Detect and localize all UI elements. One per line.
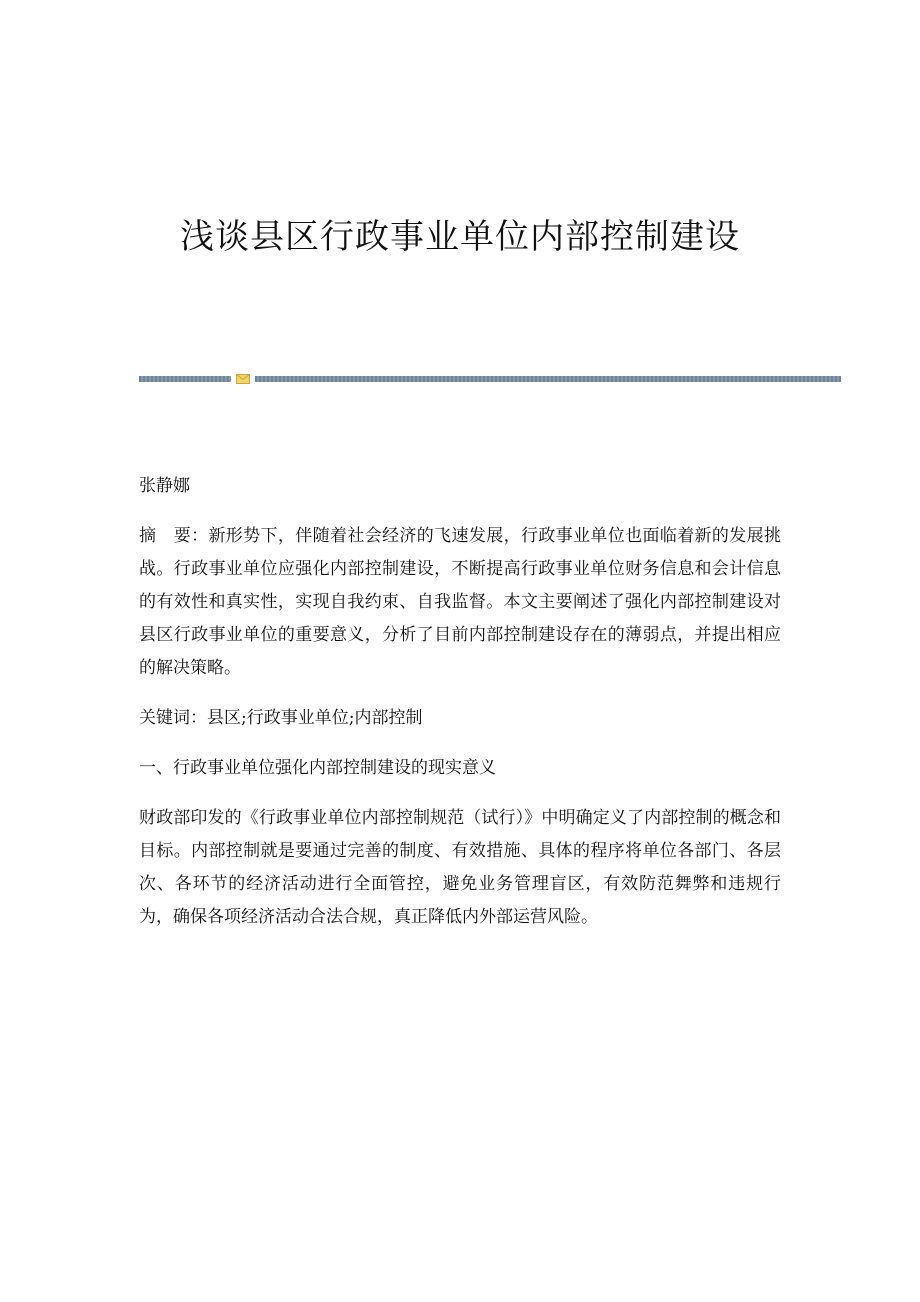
- title-divider: [139, 374, 841, 384]
- keywords-line: 关键词：县区;行政事业单位;内部控制: [139, 708, 423, 728]
- envelope-icon: [236, 374, 250, 384]
- body-paragraph: 财政部印发的《行政事业单位内部控制规范（试行）》中明确定义了内部控制的概念和目标。内部控制就是要通过完善的制度、有效措施、具体的程序将单位各部门、各层次、各环节的经济活动进行全面管控，避免业务管理盲区，有效防范舞弊和违规行为，确保各项经济活动合法合规，真正降低内外部运营风险。: [139, 808, 781, 927]
- document-title: 浅谈县区行政事业单位内部控制建设: [180, 217, 740, 257]
- divider-bar-right: [255, 376, 841, 382]
- abstract-paragraph: 摘 要：新形势下，伴随着社会经济的飞速发展，行政事业单位也面临着新的发展挑战。行政事业单位应强化内部控制建设，不断提高行政事业单位财务信息和会计信息的有效性和真实性，实现自我约束、自我监督。本文主要阐述了强化内部控制建设对县区行政事业单位的重要意义，分析了目前内部控制建设存在的薄弱点，并提出相应的解决策略。: [139, 526, 781, 678]
- section-heading: 一、行政事业单位强化内部控制建设的现实意义: [139, 758, 496, 778]
- divider-bar-left: [139, 376, 231, 382]
- author-name: 张静娜: [139, 476, 190, 496]
- document-body: [139, 470, 781, 951]
